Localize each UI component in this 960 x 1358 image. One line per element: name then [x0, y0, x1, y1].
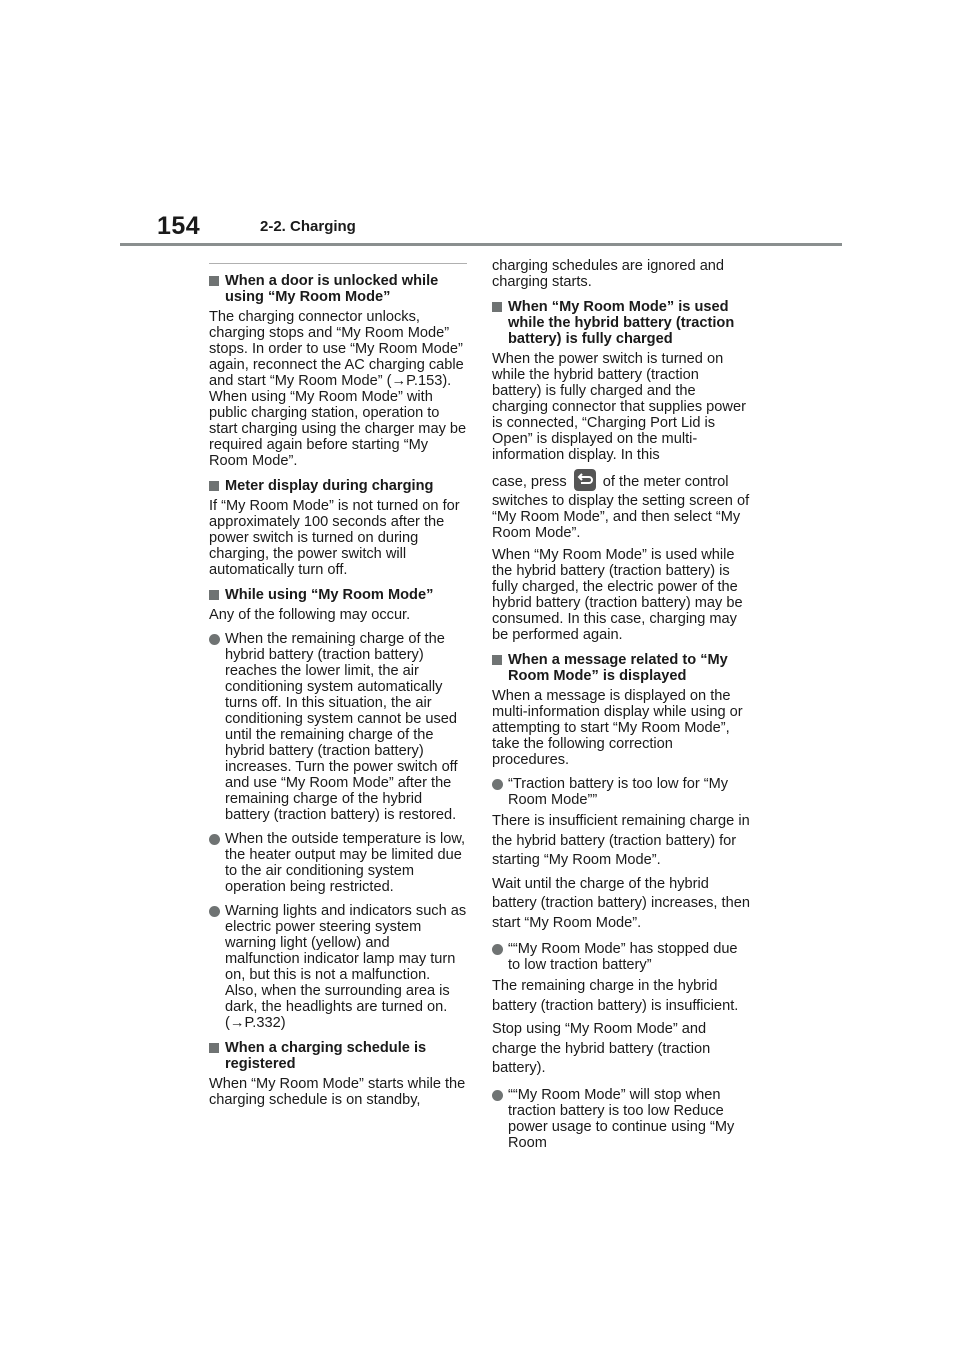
left-column [209, 258, 467, 1108]
paragraph: Wait until the charge of the hybrid battery (traction battery) increases, then start “My Room Mode”. [492, 875, 750, 931]
heading-meter-display: Meter display during charging [209, 478, 467, 494]
paragraph: When “My Room Mode” is used while the hybrid battery (traction battery) is fully charged, the electric power of the hybrid battery (traction battery) may be consumed. In this case, charging may be performed again. [492, 547, 743, 643]
section-divider [209, 263, 467, 264]
list-item: Warning lights and indicators such as electric power steering system warning light (yellow) and malfunction indicator lamp may turn on, but this is not a malfunction. Also, when the surrounding area is dark, the headlights are turned on. (→P.332) [209, 903, 467, 1031]
list-item: When the outside temperature is low, the heater output may be limited due to the air conditioning system operation being restricted. [209, 831, 467, 895]
round-bullet-icon [209, 906, 220, 917]
page-number: 154 [157, 212, 201, 240]
square-bullet-icon [209, 481, 219, 491]
round-bullet-icon [492, 779, 503, 790]
square-bullet-icon [492, 655, 502, 665]
heading-message-displayed: When a message related to “My Room Mode” is displayed [492, 652, 750, 684]
paragraph: The remaining charge in the hybrid battery (traction battery) is insufficient. [492, 978, 739, 1014]
paragraph: If “My Room Mode” is not turned on for approximately 100 seconds after the power switch is turned on during charging, the power switch will automatically turn off. [209, 498, 460, 578]
list-item: “Traction battery is too low for “My Room Mode”” [492, 776, 750, 808]
square-bullet-icon [209, 276, 219, 286]
paragraph: There is insufficient remaining charge in the hybrid battery (traction battery) for starting “My Room Mode”. [492, 813, 750, 868]
page-header [0, 0, 960, 250]
heading-charging-schedule: When a charging schedule is registered [209, 1040, 467, 1072]
paragraph: Any of the following may occur. [209, 607, 411, 623]
paragraph: When the power switch is turned on while the hybrid battery (traction battery) is fully charged and the charging connector that supplies power is connected, “Charging Port Lid is Open” is displayed on the multi-information display. In this [492, 351, 746, 463]
square-bullet-icon [492, 302, 502, 312]
round-bullet-icon [209, 834, 220, 845]
paragraph: charging schedules are ignored and charging starts. [492, 258, 725, 290]
list-item: When the remaining charge of the hybrid battery (traction battery) reaches the lower limit, the air conditioning system automatically turns off. In this situation, the air conditioning system cannot be used until the remaining charge of the hybrid battery (traction battery) increases. Turn the power switch off and use “My Room Mode” after the remaining charge of the hybrid battery (traction battery) is restored. [209, 631, 467, 823]
list-item: ““My Room Mode” will stop when traction battery is too low Reduce power usage to continue using “My Room [492, 1087, 750, 1151]
round-bullet-icon [492, 944, 503, 955]
round-bullet-icon [492, 1090, 503, 1101]
right-column [492, 258, 750, 1151]
paragraph: When “My Room Mode” starts while the charging schedule is on standby, [209, 1076, 466, 1108]
heading-fully-charged: When “My Room Mode” is used while the hybrid battery (traction battery) is fully charged [492, 299, 750, 347]
paragraph-with-icon: case, press of the meter control switches to display the setting screen of “My Room Mode”, and then select “My Room Mode”. [492, 471, 750, 541]
paragraph: When a message is displayed on the multi-information display while using or attempting to start “My Room Mode”, take the following correction procedures. [492, 688, 743, 768]
heading-door-unlocked: When a door is unlocked while using “My Room Mode” [209, 273, 467, 305]
section-title: 2-2. Charging [260, 218, 356, 235]
paragraph: The charging connector unlocks, charging stops and “My Room Mode” stops. In order to use “My Room Mode” again, reconnect the AC charging cable and start “My Room Mode” (→P.153). When using “My Room Mode” with public charging station, operation to start charging using the charger may be required again before starting “My Room Mode”. [209, 309, 467, 469]
paragraph: Stop using “My Room Mode” and charge the hybrid battery (traction battery). [492, 1021, 711, 1076]
heading-while-using: While using “My Room Mode” [209, 587, 467, 603]
square-bullet-icon [209, 590, 219, 600]
return-arrow-icon [574, 469, 596, 491]
round-bullet-icon [209, 634, 220, 645]
square-bullet-icon [209, 1043, 219, 1053]
header-divider [120, 243, 842, 246]
list-item: ““My Room Mode” has stopped due to low traction battery” [492, 941, 750, 973]
